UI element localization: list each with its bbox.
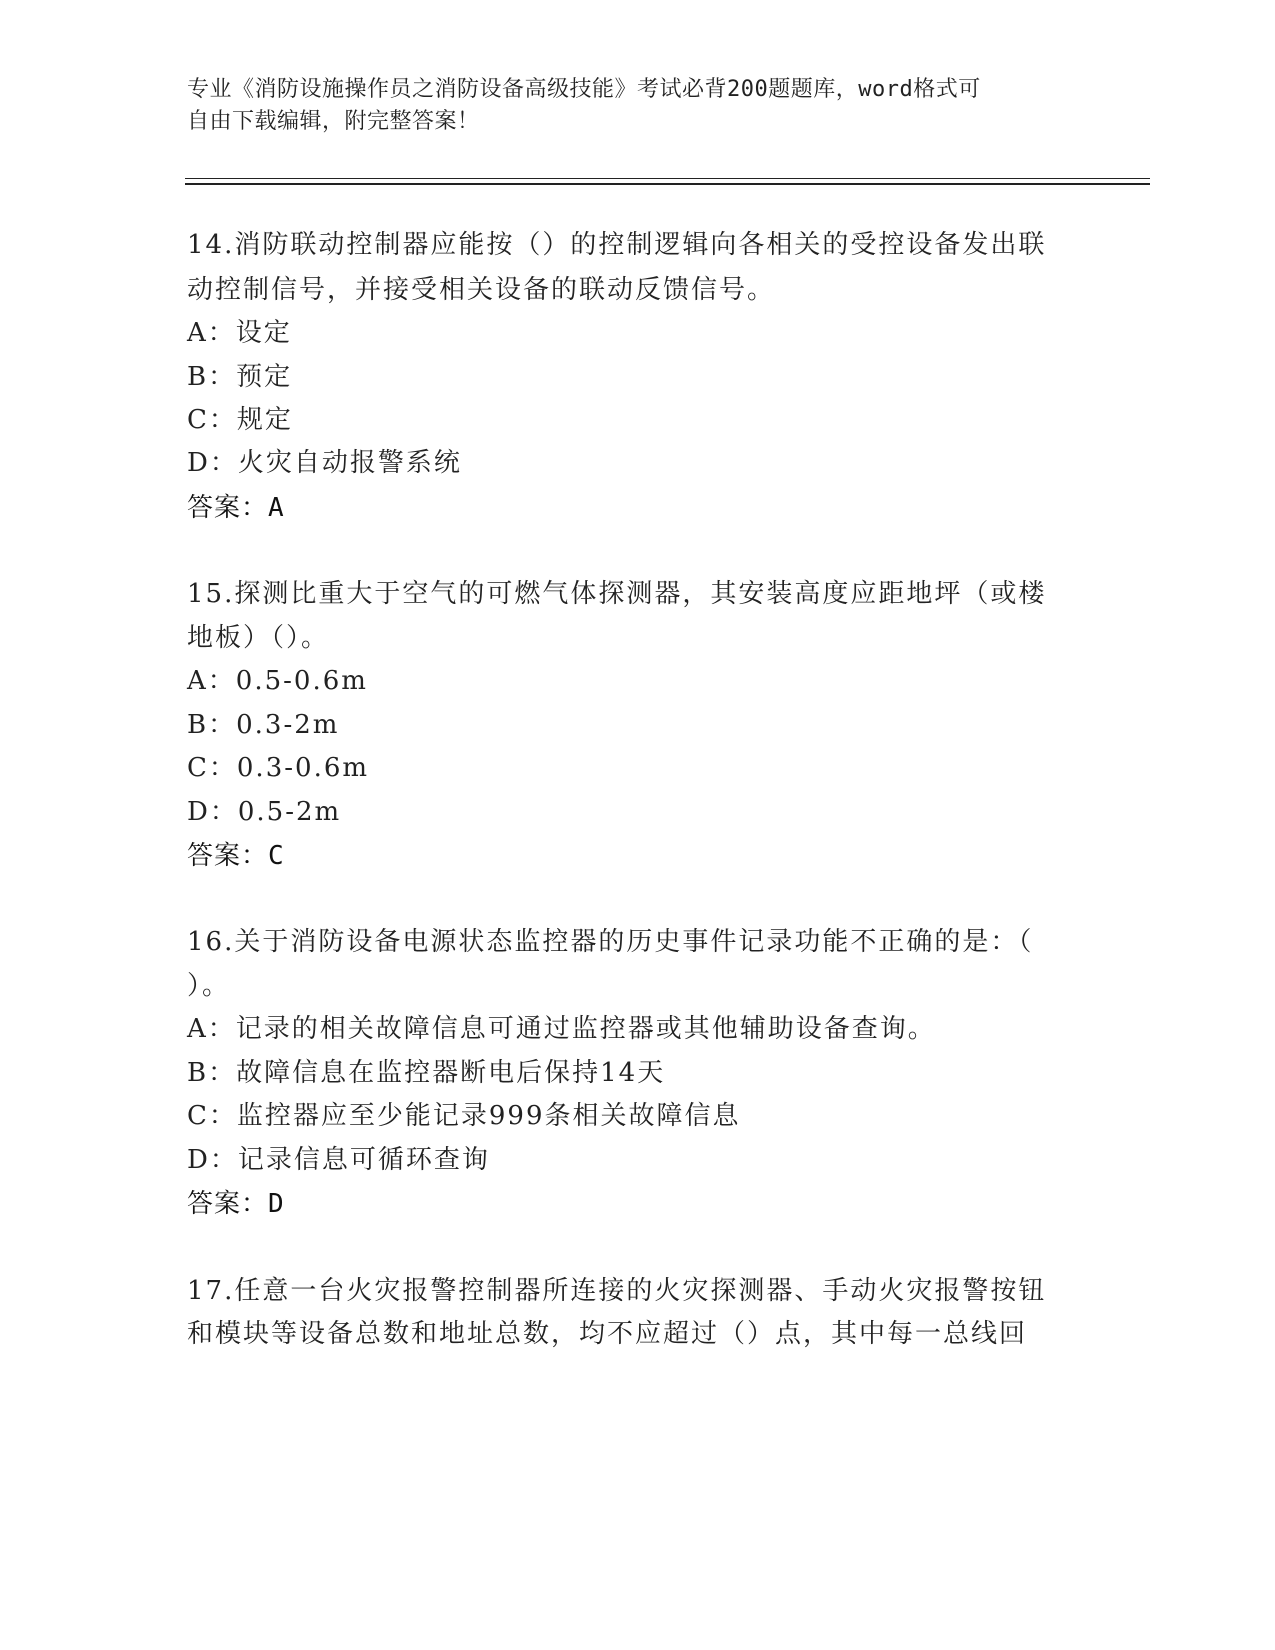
option-c: C：规定	[187, 405, 293, 435]
answer-value: C	[268, 841, 285, 871]
question-stem-line: ）。	[187, 971, 231, 1001]
option-c: C：0.3-0.6m	[187, 753, 370, 783]
question-stem-line: 16.关于消防设备电源状态监控器的历史事件记录功能不正确的是：（	[187, 927, 1034, 957]
header-divider-thin	[185, 178, 1150, 179]
option-d: D：火灾自动报警系统	[187, 448, 462, 478]
answer-label: 答案：	[187, 841, 269, 871]
question-stem-line: 14.消防联动控制器应能按（）的控制逻辑向各相关的受控设备发出联	[187, 230, 1047, 260]
option-a: A：0.5-0.6m	[187, 666, 368, 696]
answer-label: 答案：	[187, 1189, 269, 1219]
question-stem-line: 地板）（）。	[187, 623, 330, 653]
option-c: C：监控器应至少能记录999条相关故障信息	[187, 1101, 741, 1131]
question-stem-line: 17.任意一台火灾报警控制器所连接的火灾探测器、手动火灾报警按钮	[187, 1276, 1047, 1306]
answer	[187, 840, 285, 872]
option-b: B：故障信息在监控器断电后保持14天	[187, 1058, 666, 1088]
header-line-2: 自由下载编辑，附完整答案！	[187, 109, 480, 134]
option-d: D：记录信息可循环查询	[187, 1145, 490, 1175]
header-line-1: 专业《消防设施操作员之消防设备高级技能》考试必背200题题库，word格式可	[187, 77, 981, 102]
answer-value: A	[268, 493, 285, 523]
answer	[187, 1188, 285, 1220]
question-stem-line: 和模块等设备总数和地址总数，均不应超过（）点，其中每一总线回	[187, 1319, 1028, 1349]
option-a: A：记录的相关故障信息可通过监控器或其他辅助设备查询。	[187, 1014, 936, 1044]
option-a: A：设定	[187, 318, 292, 348]
option-d: D：0.5-2m	[187, 797, 342, 827]
document-header	[187, 74, 1087, 138]
question-stem-line: 动控制信号，并接受相关设备的联动反馈信号。	[187, 275, 776, 305]
answer-value: D	[268, 1189, 285, 1219]
option-b: B：预定	[187, 362, 293, 392]
question-stem-line: 15.探测比重大于空气的可燃气体探测器，其安装高度应距地坪（或楼	[187, 579, 1047, 609]
option-b: B：0.3-2m	[187, 710, 340, 740]
answer-label: 答案：	[187, 493, 269, 523]
answer	[187, 492, 285, 524]
header-divider-thick	[185, 183, 1150, 185]
